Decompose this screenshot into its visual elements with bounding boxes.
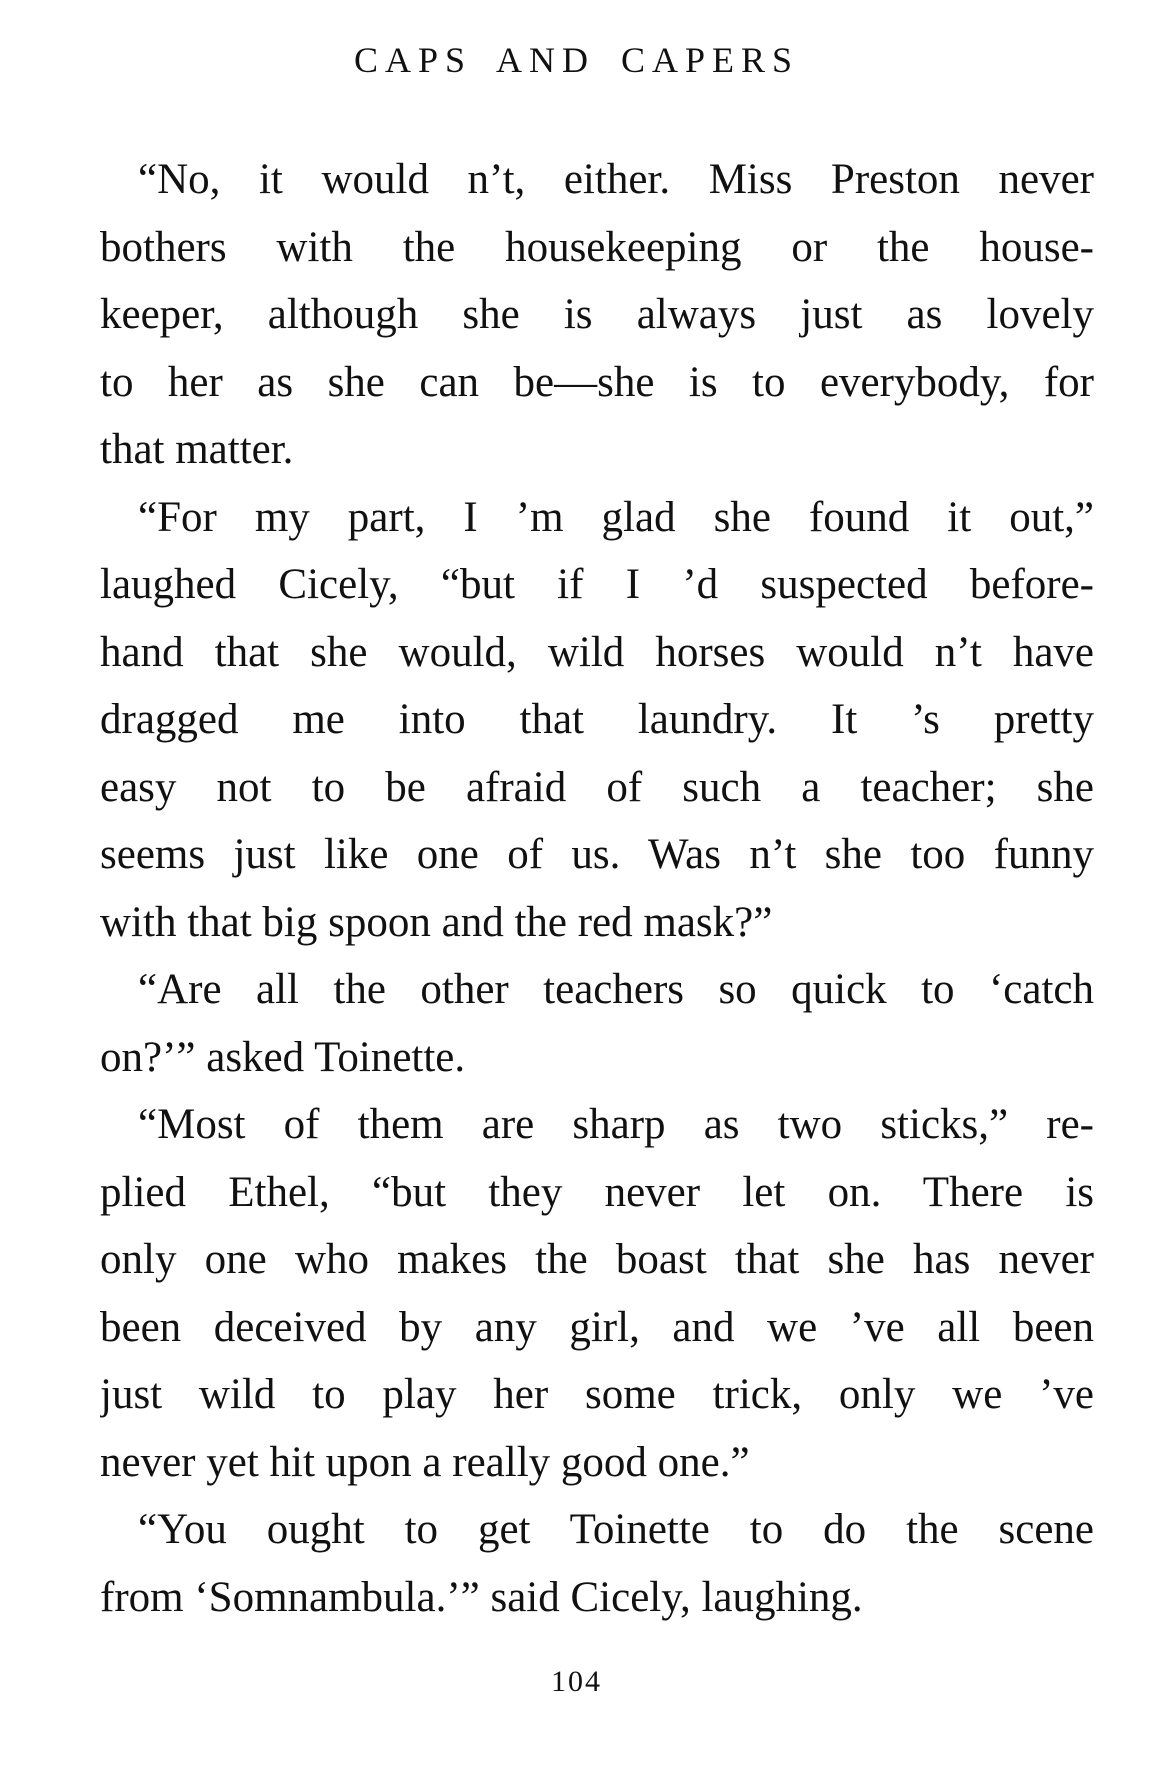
text-line: never yet hit upon a really good one.” — [100, 1438, 750, 1486]
text-line: that matter. — [100, 426, 294, 473]
text-line: “For my part, I ’m glad she found it out,” — [138, 493, 1094, 541]
text-line: with that big spoon and the red mask?” — [100, 898, 773, 946]
text-line: plied Ethel, “but they never let on. There is — [100, 1168, 1094, 1216]
text-line: been deceived by any girl, and we ’ve all been — [100, 1303, 1094, 1351]
running-head: CAPS AND CAPERS — [353, 40, 800, 80]
text-line: laughed Cicely, “but if I ’d suspected before- — [100, 561, 1094, 608]
text-line: “No, it would n’t, either. Miss Preston never — [138, 156, 1094, 203]
text-line: dragged me into that laundry. It ’s pretty — [100, 696, 1094, 743]
page-number: 104 — [551, 1665, 602, 1698]
body-text — [100, 146, 1094, 1631]
text-line: to her as she can be—she is to everybody, for — [100, 358, 1094, 406]
text-line: from ‘Somnambula.’” said Cicely, laughing. — [100, 1573, 863, 1621]
text-line: hand that she would, wild horses would n’t have — [100, 628, 1094, 676]
text-line: just wild to play her some trick, only we ’ve — [100, 1371, 1094, 1418]
text-line: easy not to be afraid of such a teacher; she — [100, 763, 1094, 811]
text-line: bothers with the housekeeping or the house- — [100, 223, 1094, 271]
text-line: only one who makes the boast that she has never — [100, 1236, 1094, 1283]
text-line: on?’” asked Toinette. — [100, 1033, 466, 1081]
text-line: keeper, although she is always just as lovely — [100, 291, 1094, 338]
text-line: “Are all the other teachers so quick to ‘catch — [138, 966, 1094, 1013]
text-line: “You ought to get Toinette to do the scene — [138, 1506, 1094, 1553]
text-line: “Most of them are sharp as two sticks,” re- — [138, 1101, 1094, 1148]
text-line: seems just like one of us. Was n’t she too funny — [100, 831, 1094, 878]
